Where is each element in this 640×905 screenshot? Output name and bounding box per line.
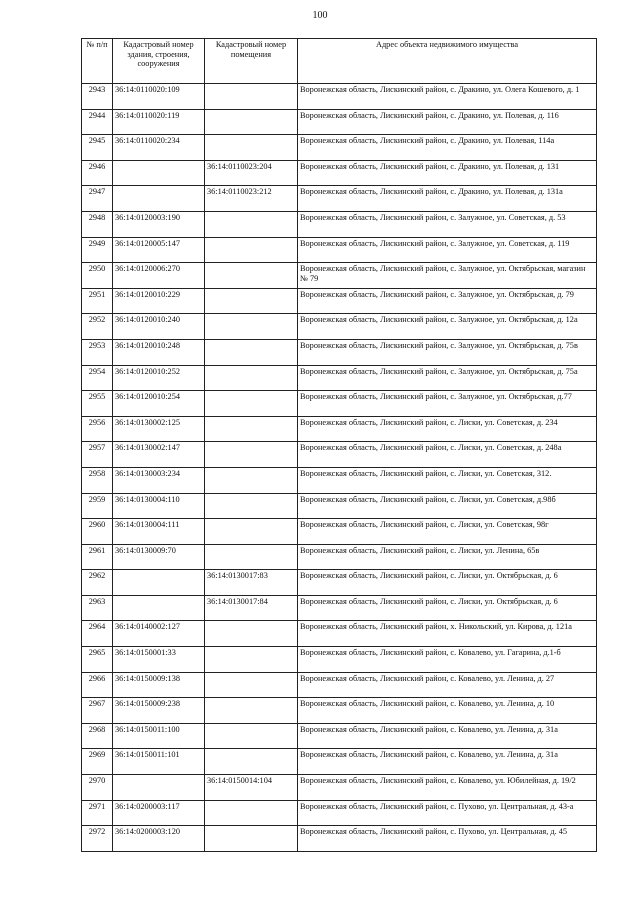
table-row	[82, 263, 597, 289]
building-cadastral-number: 36:14:0130009:70	[113, 544, 205, 570]
row-number: 2945	[82, 135, 113, 161]
row-number: 2965	[82, 647, 113, 673]
property-address: Воронежская область, Лискинский район, с. Лиски, ул. Советская, д.98б	[298, 493, 597, 519]
premises-cadastral-number	[205, 647, 298, 673]
table-row	[82, 544, 597, 570]
header-address: Адрес объекта недвижимого имущества	[298, 39, 597, 84]
table-row	[82, 211, 597, 237]
building-cadastral-number: 36:14:0120006:270	[113, 263, 205, 289]
property-address: Воронежская область, Лискинский район, с. Залужное, ул. Октябрьская, д. 75а	[298, 365, 597, 391]
table-body	[82, 84, 597, 852]
building-cadastral-number: 36:14:0130002:125	[113, 416, 205, 442]
row-number: 2960	[82, 519, 113, 545]
property-address: Воронежская область, Лискинский район, с. Дракино, ул. Полевая, 114а	[298, 135, 597, 161]
table-row	[82, 314, 597, 340]
row-number: 2962	[82, 570, 113, 596]
header-building-cadastral: Кадастровый номер здания, строения, сооружения	[113, 39, 205, 84]
header-num: № п/п	[82, 39, 113, 84]
premises-cadastral-number: 36:14:0110023:212	[205, 186, 298, 212]
property-address: Воронежская область, Лискинский район, с. Залужное, ул. Октябрьская, д. 75в	[298, 339, 597, 365]
premises-cadastral-number	[205, 237, 298, 263]
premises-cadastral-number	[205, 416, 298, 442]
row-number: 2947	[82, 186, 113, 212]
premises-cadastral-number	[205, 749, 298, 775]
building-cadastral-number	[113, 595, 205, 621]
building-cadastral-number: 36:14:0120010:252	[113, 365, 205, 391]
table-row	[82, 775, 597, 801]
premises-cadastral-number	[205, 519, 298, 545]
table-header-row	[82, 39, 597, 84]
table-row	[82, 595, 597, 621]
building-cadastral-number: 36:14:0200003:120	[113, 826, 205, 852]
row-number: 2972	[82, 826, 113, 852]
table-row	[82, 442, 597, 468]
premises-cadastral-number	[205, 544, 298, 570]
row-number: 2952	[82, 314, 113, 340]
property-register-table	[81, 38, 597, 852]
table-row	[82, 647, 597, 673]
building-cadastral-number: 36:14:0110020:234	[113, 135, 205, 161]
building-cadastral-number: 36:14:0120005:147	[113, 237, 205, 263]
row-number: 2953	[82, 339, 113, 365]
building-cadastral-number: 36:14:0130002:147	[113, 442, 205, 468]
property-address: Воронежская область, Лискинский район, с. Ковалево, ул. Юбилейная, д. 19/2	[298, 775, 597, 801]
premises-cadastral-number	[205, 263, 298, 289]
building-cadastral-number: 36:14:0150001:33	[113, 647, 205, 673]
premises-cadastral-number	[205, 339, 298, 365]
table-row	[82, 698, 597, 724]
row-number: 2957	[82, 442, 113, 468]
table-row	[82, 237, 597, 263]
premises-cadastral-number	[205, 800, 298, 826]
table-row	[82, 800, 597, 826]
row-number: 2946	[82, 160, 113, 186]
row-number: 2964	[82, 621, 113, 647]
premises-cadastral-number	[205, 442, 298, 468]
row-number: 2950	[82, 263, 113, 289]
property-address: Воронежская область, Лискинский район, с. Дракино, ул. Полевая, д. 116	[298, 109, 597, 135]
property-address: Воронежская область, Лискинский район, с. Пухово, ул. Центральная, д. 45	[298, 826, 597, 852]
table-row	[82, 339, 597, 365]
header-premises-cadastral: Кадастровый номер помещения	[205, 39, 298, 84]
table-row	[82, 621, 597, 647]
building-cadastral-number	[113, 186, 205, 212]
building-cadastral-number: 36:14:0150011:100	[113, 723, 205, 749]
row-number: 2966	[82, 672, 113, 698]
table-row	[82, 416, 597, 442]
property-address: Воронежская область, Лискинский район, с. Лиски, ул. Советская, 312.	[298, 467, 597, 493]
row-number: 2959	[82, 493, 113, 519]
property-address: Воронежская область, Лискинский район, с. Залужное, ул. Октябрьская, магазин № 79	[298, 263, 597, 289]
table-row	[82, 570, 597, 596]
premises-cadastral-number	[205, 621, 298, 647]
row-number: 2944	[82, 109, 113, 135]
premises-cadastral-number	[205, 314, 298, 340]
property-address: Воронежская область, Лискинский район, с. Залужное, ул. Октябрьская, д. 79	[298, 288, 597, 314]
property-address: Воронежская область, Лискинский район, с. Залужное, ул. Советская, д. 119	[298, 237, 597, 263]
premises-cadastral-number	[205, 493, 298, 519]
building-cadastral-number: 36:14:0130004:110	[113, 493, 205, 519]
premises-cadastral-number	[205, 672, 298, 698]
property-address: Воронежская область, Лискинский район, с. Ковалево, ул. Ленина, д. 27	[298, 672, 597, 698]
premises-cadastral-number	[205, 365, 298, 391]
building-cadastral-number: 36:14:0130004:111	[113, 519, 205, 545]
row-number: 2949	[82, 237, 113, 263]
page-number: 100	[312, 10, 328, 21]
row-number: 2971	[82, 800, 113, 826]
premises-cadastral-number	[205, 288, 298, 314]
building-cadastral-number: 36:14:0130003:234	[113, 467, 205, 493]
table-row	[82, 749, 597, 775]
row-number: 2970	[82, 775, 113, 801]
building-cadastral-number: 36:14:0110020:119	[113, 109, 205, 135]
premises-cadastral-number	[205, 84, 298, 110]
building-cadastral-number	[113, 570, 205, 596]
table-row	[82, 826, 597, 852]
premises-cadastral-number: 36:14:0130017:83	[205, 570, 298, 596]
property-address: Воронежская область, Лискинский район, с. Ковалево, ул. Ленина, д. 31а	[298, 749, 597, 775]
property-address: Воронежская область, Лискинский район, с. Дракино, ул. Полевая, д. 131	[298, 160, 597, 186]
property-address: Воронежская область, Лискинский район, с. Лиски, ул. Советская, д. 248а	[298, 442, 597, 468]
premises-cadastral-number: 36:14:0110023:204	[205, 160, 298, 186]
building-cadastral-number	[113, 160, 205, 186]
building-cadastral-number: 36:14:0120003:190	[113, 211, 205, 237]
building-cadastral-number: 36:14:0120010:240	[113, 314, 205, 340]
property-address: Воронежская область, Лискинский район, с. Ковалево, ул. Гагарина, д.1-б	[298, 647, 597, 673]
premises-cadastral-number	[205, 467, 298, 493]
row-number: 2943	[82, 84, 113, 110]
table-row	[82, 467, 597, 493]
property-address: Воронежская область, Лискинский район, с. Залужное, ул. Советская, д. 53	[298, 211, 597, 237]
row-number: 2967	[82, 698, 113, 724]
property-address: Воронежская область, Лискинский район, х. Никольский, ул. Кирова, д. 121а	[298, 621, 597, 647]
table-row	[82, 672, 597, 698]
property-address: Воронежская область, Лискинский район, с. Залужное, ул. Октябрьская, д. 12а	[298, 314, 597, 340]
table-row	[82, 493, 597, 519]
row-number: 2954	[82, 365, 113, 391]
property-address: Воронежская область, Лискинский район, с. Лиски, ул. Советская, д. 234	[298, 416, 597, 442]
building-cadastral-number: 36:14:0120010:254	[113, 391, 205, 417]
property-address: Воронежская область, Лискинский район, с. Дракино, ул. Полевая, д. 131а	[298, 186, 597, 212]
row-number: 2955	[82, 391, 113, 417]
table-row	[82, 160, 597, 186]
property-address: Воронежская область, Лискинский район, с. Лиски, ул. Советская, 98г	[298, 519, 597, 545]
property-address: Воронежская область, Лискинский район, с. Лиски, ул. Ленина, 65в	[298, 544, 597, 570]
property-address: Воронежская область, Лискинский район, с. Пухово, ул. Центральная, д. 43-а	[298, 800, 597, 826]
table-row	[82, 84, 597, 110]
table-row	[82, 135, 597, 161]
building-cadastral-number: 36:14:0150011:101	[113, 749, 205, 775]
property-address: Воронежская область, Лискинский район, с. Дракино, ул. Олега Кошевого, д. 1	[298, 84, 597, 110]
premises-cadastral-number	[205, 826, 298, 852]
building-cadastral-number: 36:14:0150009:138	[113, 672, 205, 698]
row-number: 2969	[82, 749, 113, 775]
row-number: 2963	[82, 595, 113, 621]
property-address: Воронежская область, Лискинский район, с. Ковалево, ул. Ленина, д. 31а	[298, 723, 597, 749]
table-row	[82, 723, 597, 749]
table-row	[82, 288, 597, 314]
building-cadastral-number: 36:14:0200003:117	[113, 800, 205, 826]
property-address: Воронежская область, Лискинский район, с. Залужное, ул. Октябрьская, д.77	[298, 391, 597, 417]
building-cadastral-number: 36:14:0120010:229	[113, 288, 205, 314]
building-cadastral-number: 36:14:0140002:127	[113, 621, 205, 647]
row-number: 2961	[82, 544, 113, 570]
premises-cadastral-number	[205, 211, 298, 237]
row-number: 2948	[82, 211, 113, 237]
building-cadastral-number: 36:14:0110020:109	[113, 84, 205, 110]
premises-cadastral-number	[205, 723, 298, 749]
table-row	[82, 186, 597, 212]
table-row	[82, 109, 597, 135]
premises-cadastral-number	[205, 109, 298, 135]
building-cadastral-number: 36:14:0120010:248	[113, 339, 205, 365]
premises-cadastral-number: 36:14:0150014:104	[205, 775, 298, 801]
premises-cadastral-number	[205, 698, 298, 724]
premises-cadastral-number: 36:14:0130017:84	[205, 595, 298, 621]
building-cadastral-number: 36:14:0150009:238	[113, 698, 205, 724]
property-address: Воронежская область, Лискинский район, с. Ковалево, ул. Ленина, д. 10	[298, 698, 597, 724]
premises-cadastral-number	[205, 135, 298, 161]
row-number: 2968	[82, 723, 113, 749]
property-address: Воронежская область, Лискинский район, с. Лиски, ул. Октябрьская, д. 6	[298, 595, 597, 621]
table-row	[82, 365, 597, 391]
property-address: Воронежская область, Лискинский район, с. Лиски, ул. Октябрьская, д. 6	[298, 570, 597, 596]
table-row	[82, 519, 597, 545]
table-row	[82, 391, 597, 417]
row-number: 2956	[82, 416, 113, 442]
row-number: 2958	[82, 467, 113, 493]
row-number: 2951	[82, 288, 113, 314]
premises-cadastral-number	[205, 391, 298, 417]
building-cadastral-number	[113, 775, 205, 801]
